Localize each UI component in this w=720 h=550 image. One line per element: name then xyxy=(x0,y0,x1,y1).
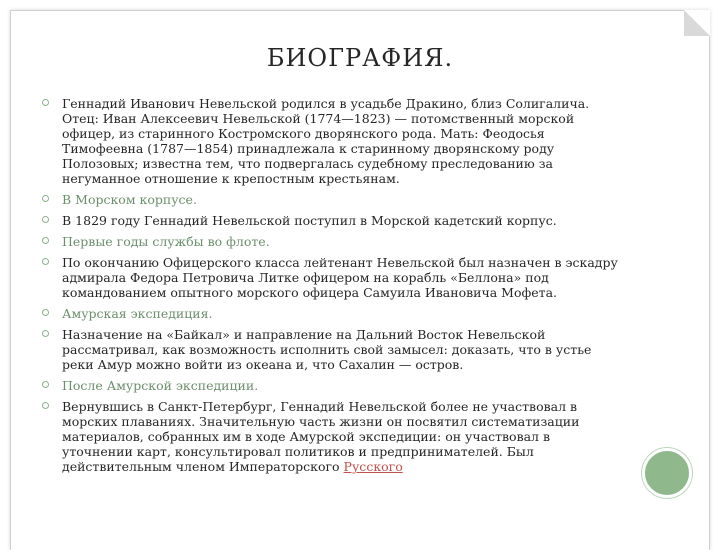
circle-bullet-icon xyxy=(42,237,49,244)
bullet-list xyxy=(42,96,622,480)
bullet-heading-text: Амурская экспедиция. xyxy=(62,306,213,321)
bullet-text: Назначение на «Байкал» и направление на Дальний Восток Невельской рассматривал, как возможность исполнить свой замысел: доказать, что в устье реки Амур можно войти из океана и, что Сахалин — остров. xyxy=(62,327,592,372)
decorative-circle xyxy=(642,448,692,498)
bullet-text: Геннадий Иванович Невельской родился в усадьбе Дракино, близ Солигалича. Отец: Иван Алексеевич Невельской (1774—1823) — потомственный морской офицер, из старинного Костромского дворянского рода. Мать: Феодосья Тимофеевна (1787—1854) принадлежала к старинному дворянскому роду Полозовых; известна тем, что подвергалась судебному преследованию за негуманное отношение к крепостным крестьянам. xyxy=(62,96,590,186)
circle-bullet-icon xyxy=(42,216,49,223)
slide-title: БИОГРАФИЯ. xyxy=(266,44,454,72)
bullet-item xyxy=(42,192,622,207)
circle-bullet-icon xyxy=(42,99,49,106)
bullet-item xyxy=(42,234,622,249)
bullet-item xyxy=(42,378,622,393)
page-fold-corner xyxy=(684,10,710,36)
bullet-item xyxy=(42,306,622,321)
circle-bullet-icon xyxy=(42,381,49,388)
circle-bullet-icon xyxy=(42,309,49,316)
bullet-text: Вернувшись в Санкт-Петербург, Геннадий Невельской более не участвовал в морских плаваниях. Значительную часть жизни он посвятил систематизации материалов, собранных им в ходе Амурской экспедиции: он участвовал в уточнении карт, консультировал политиков и предпринимателей. Был действительным членом Императорского xyxy=(62,399,580,474)
bullet-text: По окончанию Офицерского класса лейтенант Невельской был назначен в эскадру адмирала Федора Петровича Литке офицером на корабль «Беллона» под командованием опытного морского офицера Самуила Ивановича Мофета. xyxy=(62,255,618,300)
bullet-item xyxy=(42,213,622,228)
circle-bullet-icon xyxy=(42,195,49,202)
circle-bullet-icon xyxy=(42,258,49,265)
circle-bullet-icon xyxy=(42,330,49,337)
bullet-item xyxy=(42,399,622,474)
bullet-heading-text: После Амурской экспедиции. xyxy=(62,378,259,393)
bullet-item xyxy=(42,255,622,300)
circle-bullet-icon xyxy=(42,402,49,409)
russian-society-link[interactable]: Русского xyxy=(343,459,403,474)
bullet-item xyxy=(42,327,622,372)
bullet-heading-text: В Морском корпусе. xyxy=(62,192,197,207)
bullet-heading-text: Первые годы службы во флоте. xyxy=(62,234,270,249)
bullet-item xyxy=(42,96,622,186)
bullet-text: В 1829 году Геннадий Невельской поступил в Морской кадетский корпус. xyxy=(62,213,557,228)
